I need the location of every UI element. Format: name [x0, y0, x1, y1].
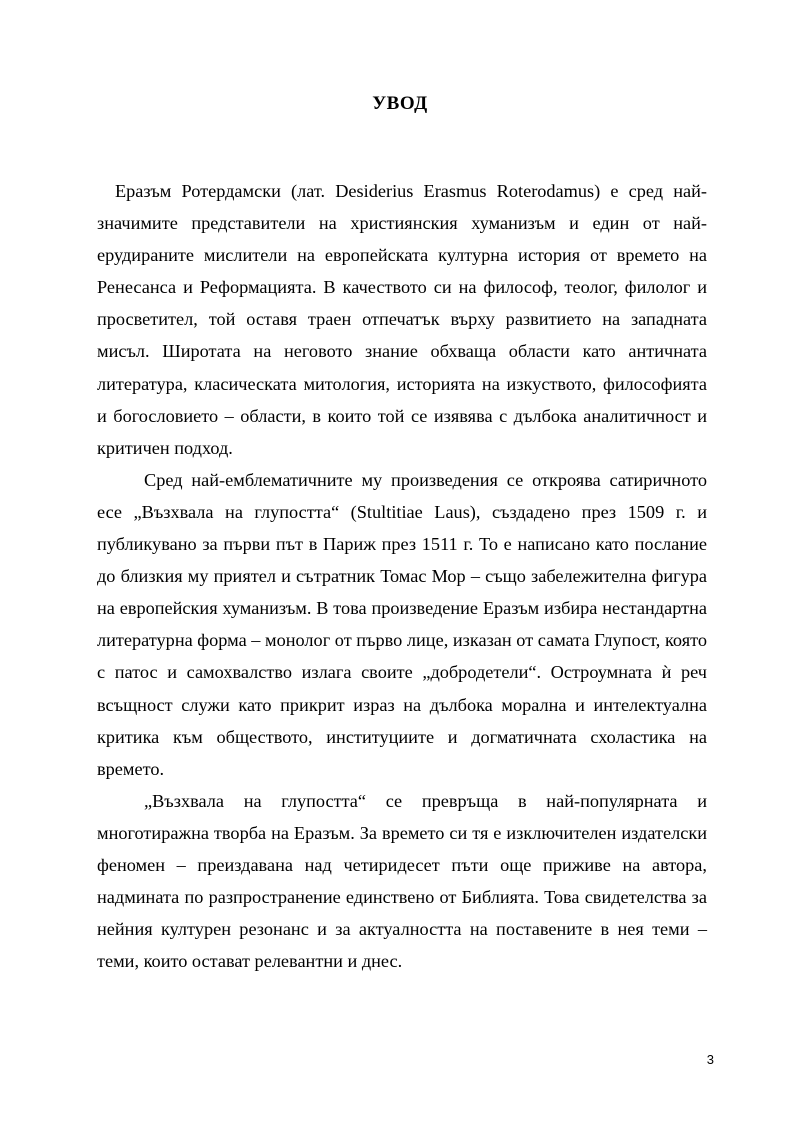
page-title: УВОД: [372, 93, 428, 114]
paragraph-praise-of-folly: Сред най-емблематичните му произведения се откроява сатиричното есе „Възхвала на глупостта“ (Stultitiae Laus), създадено през 1509 г. и публикувано за първи път в Париж през 1511 г. То е написано като послание до близкия му приятел и сътратник Томас Мор – също забележителна фигура на европейския хуманизъм. В това произведение Еразъм избира нестандартна литературна форма – монолог от първо лице, изказан от самата Глупост, която с патос и самохвалство излага своите „добродетели“. Остроумната ѝ реч всъщност служи като прикрит израз на дълбока морална и интелектуална критика към обществото, институциите и догматичната схоластика на времето.: [97, 469, 707, 779]
page-number: 3: [706, 1052, 714, 1067]
paragraph-popularity: „Възхвала на глупостта“ се превръща в най-популярната и многотиражна творба на Еразъм. За времето си тя е изключителен издателски феномен – преиздавана над четиридесет пъти още приживе на автора, надмината по разпространение единствено от Библията. Това свидетелства за нейния културен резонанс и за актуалността на поставените в нея теми – теми, които остават релевантни и днес.: [97, 790, 707, 972]
paragraph-intro: Еразъм Ротердамски (лат. Desiderius Erasmus Roterodamus) е сред най-значимите представители на християнския хуманизъм и един от най-ерудираните мислители на европейската културна история от времето на Ренесанса и Реформацията. В качеството си на философ, теолог, филолог и просветител, той оставя траен отпечатък върху развитието на западната мисъл. Широтата на неговото знание обхваща области като античната литература, класическата митология, историята на изкуството, философията и богословието – области, в които той се изявява с дълбока аналитичност и критичен подход.: [97, 181, 707, 458]
document-body: [97, 175, 707, 977]
